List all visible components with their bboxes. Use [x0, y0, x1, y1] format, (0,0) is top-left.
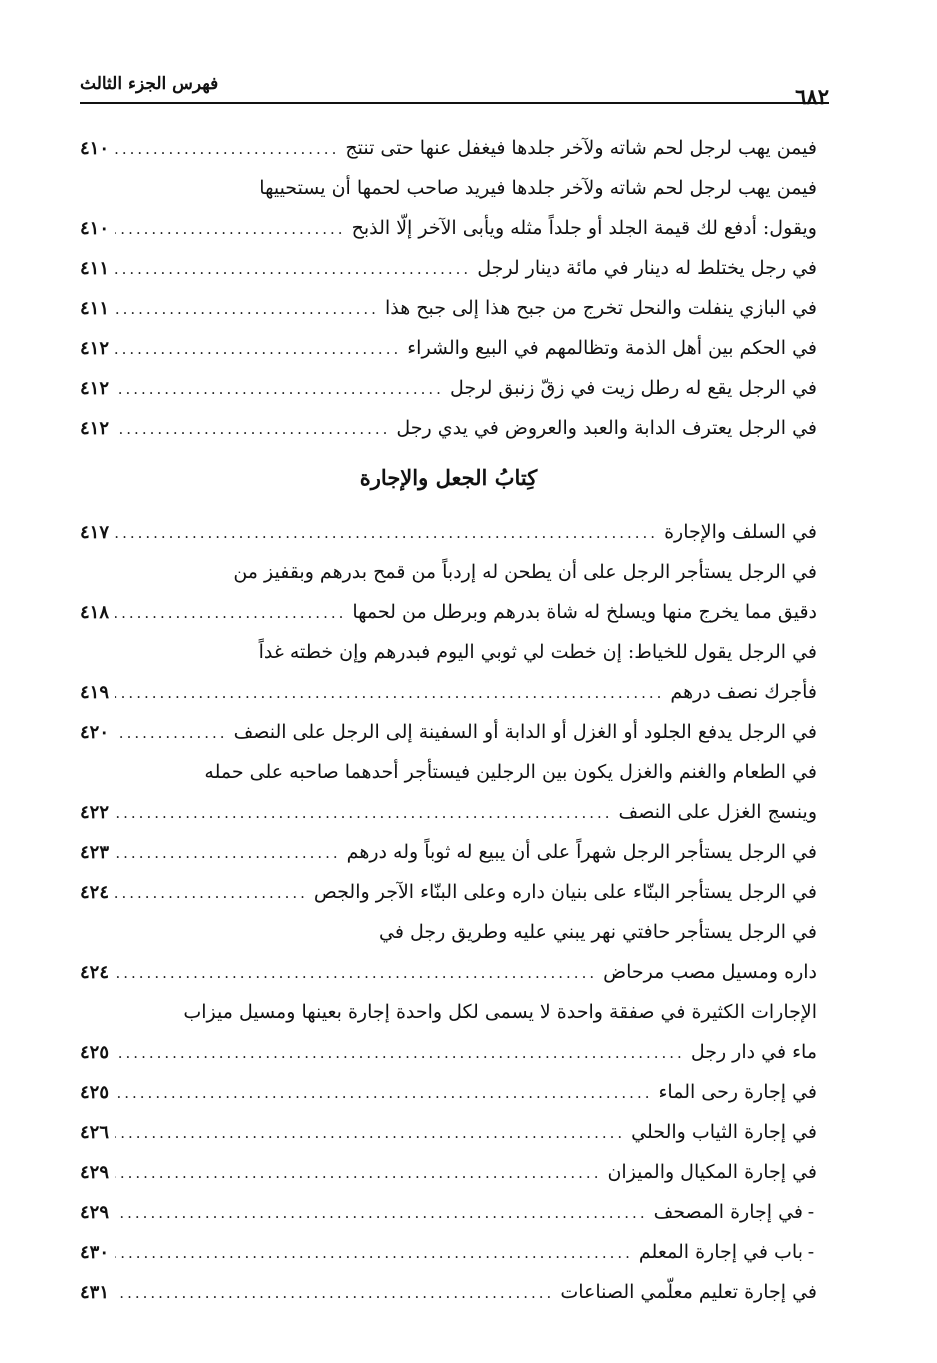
- index-entry-line: [80, 168, 817, 208]
- entry-page-number: ٤٢٥: [80, 1042, 110, 1063]
- entry-title-text: ويقول: أدفع لك قيمة الجلد أو جلداً مثله ويأبى الآخر إلّا الذبح: [351, 217, 817, 239]
- index-entry: [80, 248, 817, 288]
- entry-page-number: ٤١٠: [80, 138, 110, 159]
- index-entry: [80, 1272, 817, 1312]
- index-entry: [80, 1192, 817, 1232]
- index-entry: [80, 328, 817, 368]
- index-entry-line: [80, 792, 817, 832]
- index-entry-line: [80, 992, 817, 1032]
- entry-title-text: في إجارة رحى الماء: [658, 1081, 817, 1103]
- dot-leader: [115, 833, 341, 872]
- dot-leader: [115, 793, 613, 832]
- entry-title-text: ماء في دار رجل: [690, 1041, 817, 1063]
- index-entry-line: [80, 128, 817, 168]
- index-entry-text: [654, 1192, 817, 1232]
- index-entry-line: [80, 1232, 817, 1272]
- index-entry: [80, 168, 817, 208]
- index-entry-line: [80, 712, 817, 752]
- dot-leader: [115, 713, 228, 752]
- index-entry: [80, 128, 817, 168]
- index-entry-text: [80, 752, 817, 792]
- index-entry-line: [80, 208, 817, 248]
- index-entry-text: [619, 792, 817, 832]
- page-header: [80, 62, 829, 109]
- entry-page-number: ٤١٢: [80, 338, 110, 359]
- entry-title-text: في البازي ينفلت والنحل تخرج من جبح هذا إلى جبح هذا: [384, 297, 817, 319]
- index-entry-line: [80, 512, 817, 552]
- dot-leader: [115, 289, 379, 328]
- index-entry-text: [234, 712, 817, 752]
- index-entry: [80, 552, 817, 632]
- entry-dash: -: [807, 1241, 815, 1263]
- entry-page-number: ٤١٢: [80, 418, 110, 439]
- dot-leader: [115, 329, 401, 368]
- index-entry-line: [80, 912, 817, 952]
- index-entry-line: [80, 328, 817, 368]
- dot-leader: [115, 1193, 648, 1232]
- entry-title-text: باب في إجارة المعلم: [638, 1241, 803, 1263]
- index-entry: [80, 1232, 817, 1272]
- entry-title-text: في الرجل يقع له رطل زيت في زقّ زنبق لرجل: [449, 377, 817, 399]
- index-entry: [80, 712, 817, 752]
- entry-page-number: ٤١١: [80, 258, 110, 279]
- index-entry-line: [80, 408, 817, 448]
- entry-title-text: الإجارات الكثيرة في صفقة واحدة لا يسمى لكل واحدة إجارة بعينها ومسيل ميزاب: [183, 1001, 817, 1023]
- index-entry-line: [80, 752, 817, 792]
- index-entry-line: [80, 672, 817, 712]
- index-entry-line: [80, 248, 817, 288]
- entry-title-text: في الطعام والغنم والغزل يكون بين الرجلين فيستأجر أحدهما صاحبه على حمله: [204, 761, 817, 783]
- index-entry: [80, 368, 817, 408]
- entry-title-text: فيمن يهب لرجل لحم شاته ولآخر جلدها فيريد صاحب لحمها أن يستحييها: [259, 177, 817, 199]
- dot-leader: [115, 1273, 554, 1312]
- dot-leader: [115, 513, 658, 552]
- index-entry-line: [80, 632, 817, 672]
- index-entry: [80, 512, 817, 552]
- dot-leader: [115, 369, 444, 408]
- entry-page-number: ٤٣٠: [80, 1242, 110, 1263]
- index-entry-line: [80, 872, 817, 912]
- index-content: [80, 128, 817, 1312]
- dot-leader: [115, 673, 664, 712]
- entry-title-text: في الرجل يستأجر حافتي نهر يبني عليه وطريق رجل في: [379, 921, 817, 943]
- index-entry-text: [607, 1152, 817, 1192]
- entry-title-text: دقيق مما يخرج منها ويسلخ له شاة بدرهم وبرطل من لحمها: [352, 601, 817, 623]
- dot-leader: [115, 953, 597, 992]
- index-entry-line: [80, 832, 817, 872]
- dot-leader: [115, 1073, 652, 1112]
- entry-title-text: في الرجل يستأجر الرجل على أن يطحن له إردباً من قمح بدرهم وبقفيز من: [233, 561, 817, 583]
- index-entry-text: [314, 872, 817, 912]
- dot-leader: [115, 409, 390, 448]
- header-rule: [80, 102, 829, 104]
- dot-leader: [115, 1153, 601, 1192]
- index-entry: [80, 1152, 817, 1192]
- index-entry-text: [80, 552, 817, 592]
- entry-page-number: ٤٢٤: [80, 962, 110, 983]
- dot-leader: [115, 1113, 625, 1152]
- index-entry-text: [477, 248, 817, 288]
- index-entry: [80, 288, 817, 328]
- index-entry-text: [560, 1272, 817, 1312]
- index-entry-text: [664, 512, 817, 552]
- index-entry-text: [80, 912, 817, 952]
- entry-title-text: في الرجل يستأجر الرجل شهراً على أن يبيع له ثوباً وله درهم: [346, 841, 817, 863]
- entry-title-text: في الحكم بين أهل الذمة وتظالمهم في البيع والشراء: [407, 337, 817, 359]
- dot-leader: [115, 1033, 685, 1072]
- index-entry-line: [80, 1272, 817, 1312]
- entry-page-number: ٤٢٠: [80, 722, 110, 743]
- index-entry-line: [80, 1192, 817, 1232]
- dot-leader: [115, 873, 308, 912]
- index-entry: [80, 912, 817, 992]
- index-entry: [80, 1112, 817, 1152]
- index-entry-text: [639, 1232, 817, 1272]
- index-entry-line: [80, 1112, 817, 1152]
- dot-leader: [115, 209, 346, 248]
- entry-title-text: فأجرك نصف درهم: [670, 681, 817, 703]
- entry-title-text: في السلف والإجارة: [664, 521, 817, 543]
- index-entry-text: [80, 168, 817, 208]
- index-entry-text: [407, 328, 817, 368]
- entry-title-text: في رجل يختلط له دينار في مائة دينار لرجل: [477, 257, 817, 279]
- dot-leader: [115, 249, 471, 288]
- entry-page-number: ٤٣١: [80, 1282, 110, 1303]
- index-entry-line: [80, 1032, 817, 1072]
- index-entry: [80, 632, 817, 712]
- index-entry-text: [670, 672, 817, 712]
- entry-page-number: ٤١٧: [80, 522, 110, 543]
- index-entry-line: [80, 592, 817, 632]
- entry-page-number: ٤٢٣: [80, 842, 110, 863]
- entry-title-text: في الرجل يعترف الدابة والعبد والعروض في يدي رجل: [396, 417, 817, 439]
- index-list-part-1: [80, 128, 817, 448]
- index-entry-text: [603, 952, 817, 992]
- index-entry-text: [347, 832, 817, 872]
- index-entry: [80, 408, 817, 448]
- entry-dash: -: [807, 1201, 815, 1223]
- entry-page-number: ٤٢٩: [80, 1162, 110, 1183]
- index-entry-text: [345, 128, 817, 168]
- index-entry-text: [80, 632, 817, 672]
- index-entry-text: [450, 368, 817, 408]
- entry-page-number: ٤١١: [80, 298, 110, 319]
- entry-title-text: في الرجل يستأجر البنّاء على بنيان داره وعلى البنّاء الآجر والجص: [313, 881, 817, 903]
- index-entry-text: [658, 1072, 817, 1112]
- entry-title-text: في إجارة الثياب والحلي: [631, 1121, 817, 1143]
- dot-leader: [115, 593, 346, 632]
- entry-page-number: ٤٢٦: [80, 1122, 110, 1143]
- entry-title-text: في الرجل يدفع الجلود أو الغزل أو الدابة أو السفينة إلى الرجل على النصف: [233, 721, 817, 743]
- entry-title-text: وينسج الغزل على النصف: [618, 801, 817, 823]
- entry-title-text: داره ومسيل مصب مرحاض: [603, 961, 817, 983]
- entry-page-number: ٤١٠: [80, 218, 110, 239]
- index-entry-text: [691, 1032, 817, 1072]
- index-entry-text: [385, 288, 817, 328]
- running-title: فهرس الجزء الثالث: [80, 74, 219, 94]
- index-list-part-2: [80, 512, 817, 1312]
- index-entry-text: [80, 992, 817, 1032]
- index-entry: [80, 208, 817, 248]
- page-number: ٦٨٢: [795, 84, 829, 109]
- entry-page-number: ٤٢٤: [80, 882, 110, 903]
- entry-page-number: ٤٢٢: [80, 802, 110, 823]
- entry-page-number: ٤١٢: [80, 378, 110, 399]
- entry-title-text: في إجارة تعليم معلّمي الصناعات: [560, 1281, 817, 1303]
- index-entry-text: [631, 1112, 817, 1152]
- index-entry-text: [352, 592, 817, 632]
- index-entry: [80, 752, 817, 832]
- index-entry: [80, 872, 817, 912]
- index-entry: [80, 1072, 817, 1112]
- entry-title-text: في إجارة المصحف: [653, 1201, 803, 1223]
- section-title: كِتابُ الجعل والإجارة: [359, 465, 538, 490]
- dot-leader: [115, 129, 339, 168]
- index-entry-text: [396, 408, 817, 448]
- index-entry-line: [80, 552, 817, 592]
- index-entry-line: [80, 1072, 817, 1112]
- entry-page-number: ٤٢٥: [80, 1082, 110, 1103]
- entry-page-number: ٤١٨: [80, 602, 110, 623]
- index-entry: [80, 832, 817, 872]
- index-entry-line: [80, 288, 817, 328]
- entry-title-text: فيمن يهب لرجل لحم شاته ولآخر جلدها فيغفل عنها حتى تنتج: [345, 137, 817, 159]
- index-entry-line: [80, 1152, 817, 1192]
- entry-page-number: ٤١٩: [80, 682, 110, 703]
- index-entry: [80, 992, 817, 1072]
- index-entry-text: [352, 208, 817, 248]
- entry-title-text: في إجارة المكيال والميزان: [607, 1161, 817, 1183]
- index-entry-line: [80, 368, 817, 408]
- dot-leader: [115, 1233, 633, 1272]
- entry-page-number: ٤٢٩: [80, 1202, 110, 1223]
- entry-title-text: في الرجل يقول للخياط: إن خطت لي ثوبي اليوم فبدرهم وإن خطته غداً: [258, 641, 817, 663]
- index-entry-line: [80, 952, 817, 992]
